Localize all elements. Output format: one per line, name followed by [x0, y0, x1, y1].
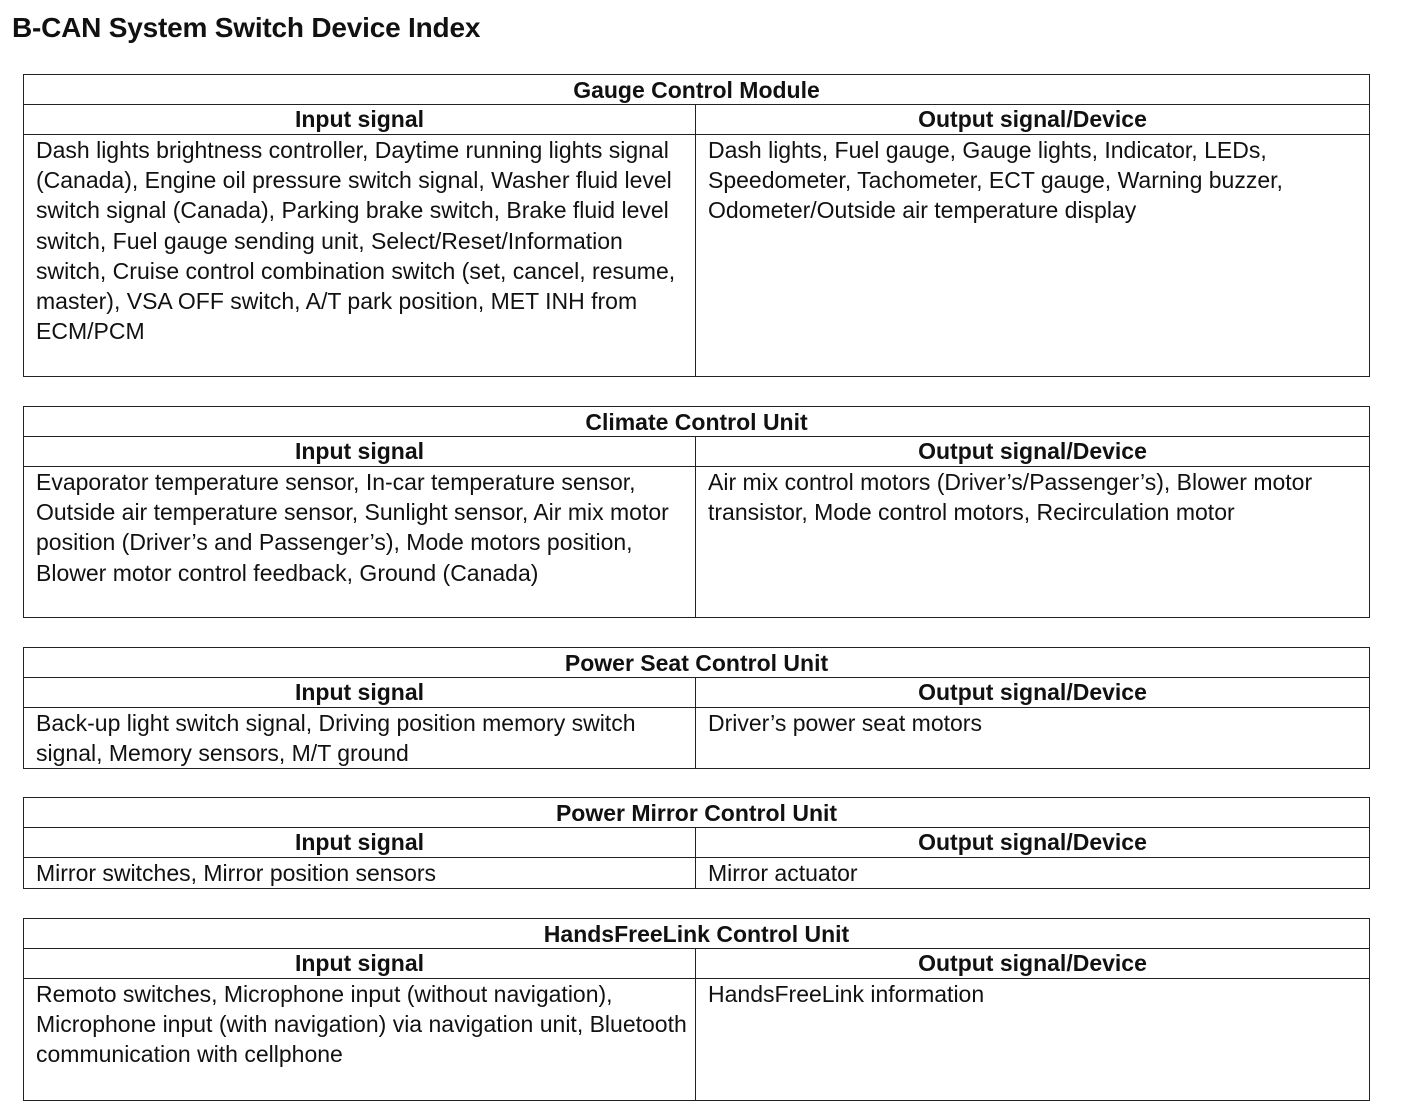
output-signal-cell: Mirror actuator [708, 860, 858, 886]
body-row [24, 135, 1369, 376]
input-signal-cell: Dash lights brightness controller, Daytime running lights signal (Canada), Engine oil pressure switch signal, Washer fluid level switch signal (Canada), Parking brake switch, Brake fluid level switch, Fuel gauge sending unit, Select/Reset/Information switch, Cruise control combination switch (set, cancel, resume, master), VSA OFF switch, A/T park position, MET INH from ECM/PCM [24, 135, 696, 376]
column-header-row [24, 678, 1369, 708]
body-row [24, 708, 1369, 768]
output-signal-header: Output signal/Device [918, 106, 1147, 132]
section-power-mirror-control-unit [23, 797, 1370, 889]
input-signal-cell: Mirror switches, Mirror position sensors [24, 858, 696, 888]
column-header-row [24, 105, 1369, 135]
section-title: Power Seat Control Unit [24, 648, 1369, 678]
output-signal-cell: Driver’s power seat motors [708, 710, 982, 736]
body-row [24, 979, 1369, 1100]
page-title: B-CAN System Switch Device Index [12, 12, 481, 43]
output-signal-header: Output signal/Device [918, 829, 1147, 855]
section-title: Climate Control Unit [24, 407, 1369, 437]
output-signal-header: Output signal/Device [918, 950, 1147, 976]
body-row [24, 858, 1369, 888]
section-title: Power Mirror Control Unit [24, 798, 1369, 828]
column-header-row [24, 828, 1369, 858]
column-header-row [24, 437, 1369, 467]
output-signal-cell: Air mix control motors (Driver’s/Passenger’s), Blower motor transistor, Mode control motors, Recirculation motor [708, 469, 1313, 526]
section-title: HandsFreeLink Control Unit [24, 919, 1369, 949]
section-power-seat-control-unit [23, 647, 1370, 769]
column-header-row [24, 949, 1369, 979]
input-signal-cell: Remoto switches, Microphone input (without navigation), Microphone input (with navigation) via navigation unit, Bluetooth communication with cellphone [24, 979, 696, 1100]
input-signal-cell: Back-up light switch signal, Driving position memory switch signal, Memory sensors, M/T ground [24, 708, 696, 768]
input-signal-header: Input signal [24, 828, 696, 857]
output-signal-header: Output signal/Device [918, 679, 1147, 705]
input-signal-header: Input signal [24, 949, 696, 978]
body-row [24, 467, 1369, 617]
section-gauge-control-module [23, 74, 1370, 377]
input-signal-header: Input signal [24, 678, 696, 707]
output-signal-cell: HandsFreeLink information [708, 981, 985, 1007]
input-signal-header: Input signal [24, 437, 696, 466]
output-signal-cell: Dash lights, Fuel gauge, Gauge lights, Indicator, LEDs, Speedometer, Tachometer, ECT gauge, Warning buzzer, Odometer/Outside air temperature display [708, 137, 1283, 224]
input-signal-cell: Evaporator temperature sensor, In-car temperature sensor, Outside air temperature sensor, Sunlight sensor, Air mix motor position (Driver’s and Passenger’s), Mode motors position, Blower motor control feedback, Ground (Canada) [24, 467, 696, 617]
section-title: Gauge Control Module [24, 75, 1369, 105]
output-signal-header: Output signal/Device [918, 438, 1147, 464]
input-signal-header: Input signal [24, 105, 696, 134]
section-climate-control-unit [23, 406, 1370, 618]
section-handsfreelink-control-unit [23, 918, 1370, 1101]
